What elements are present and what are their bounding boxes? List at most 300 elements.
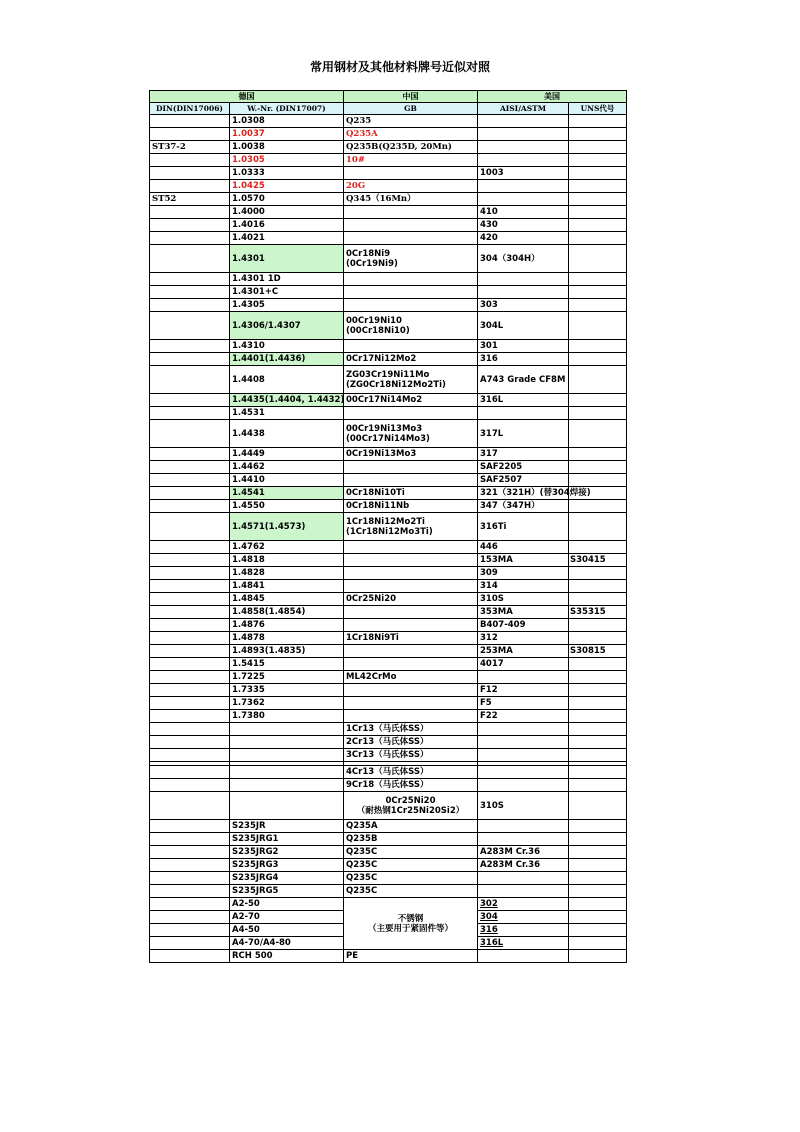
cell-gb: [344, 697, 478, 710]
cell-gb: Q235C: [344, 859, 478, 872]
cell-aisi: 316: [478, 924, 569, 937]
cell-uns: [569, 206, 627, 219]
cell-uns: [569, 779, 627, 792]
cell-din: [150, 580, 230, 593]
cell-wnr: 1.7225: [230, 671, 344, 684]
cell-aisi: [478, 407, 569, 420]
cell-gb: [344, 541, 478, 554]
cell-uns: [569, 632, 627, 645]
cell-din: [150, 593, 230, 606]
cell-gb: [344, 658, 478, 671]
cell-din: [150, 541, 230, 554]
cell-gb: 0Cr25Ni20 （耐热钢1Cr25Ni20Si2）: [344, 792, 478, 820]
cell-aisi: 4017: [478, 658, 569, 671]
table-row: [150, 885, 627, 898]
cell-uns: [569, 273, 627, 286]
cell-uns: [569, 766, 627, 779]
cell-aisi: 304L: [478, 312, 569, 340]
cell-uns: [569, 885, 627, 898]
cell-uns: [569, 407, 627, 420]
cell-uns: [569, 859, 627, 872]
cell-uns: [569, 232, 627, 245]
cell-din: [150, 167, 230, 180]
cell-aisi: 304: [478, 911, 569, 924]
cell-uns: [569, 749, 627, 762]
cell-aisi: [478, 154, 569, 167]
table-row: [150, 366, 627, 394]
table-row: [150, 394, 627, 407]
cell-gb: [344, 710, 478, 723]
cell-din: [150, 658, 230, 671]
cell-uns: [569, 872, 627, 885]
table-row: [150, 340, 627, 353]
cell-uns: [569, 180, 627, 193]
cell-wnr: 1.4828: [230, 567, 344, 580]
cell-wnr: 1.4301 1D: [230, 273, 344, 286]
cell-wnr: 1.4310: [230, 340, 344, 353]
cell-din: [150, 684, 230, 697]
cell-gb: 1Cr18Ni9Ti: [344, 632, 478, 645]
cell-din: [150, 723, 230, 736]
cell-wnr: 1.0038: [230, 141, 344, 154]
cell-gb: [344, 286, 478, 299]
cell-gb: 0Cr25Ni20: [344, 593, 478, 606]
cell-uns: [569, 461, 627, 474]
cell-wnr: 1.7380: [230, 710, 344, 723]
cell-aisi: 310S: [478, 792, 569, 820]
cell-din: ST52: [150, 193, 230, 206]
cell-uns: [569, 619, 627, 632]
table-row: [150, 115, 627, 128]
cell-uns: [569, 723, 627, 736]
cell-aisi: [478, 820, 569, 833]
cell-din: [150, 749, 230, 762]
table-row: [150, 779, 627, 792]
table-row: [150, 245, 627, 273]
cell-gb: [344, 619, 478, 632]
cell-uns: [569, 394, 627, 407]
cell-wnr: 1.4401(1.4436): [230, 353, 344, 366]
header-germany: 德国: [150, 91, 344, 103]
cell-aisi: B407-409: [478, 619, 569, 632]
cell-uns: [569, 340, 627, 353]
cell-gb: [344, 232, 478, 245]
cell-uns: [569, 898, 627, 911]
table-row: [150, 167, 627, 180]
table-row: [150, 407, 627, 420]
cell-aisi: 316L: [478, 394, 569, 407]
cell-uns: [569, 792, 627, 820]
cell-gb: Q235: [344, 115, 478, 128]
cell-wnr: 1.4408: [230, 366, 344, 394]
cell-aisi: 353MA: [478, 606, 569, 619]
table-row: [150, 593, 627, 606]
table-row: [150, 950, 627, 963]
cell-wnr: [230, 779, 344, 792]
cell-uns: [569, 846, 627, 859]
table-row: [150, 513, 627, 541]
cell-aisi: [478, 950, 569, 963]
table-row: [150, 684, 627, 697]
cell-din: [150, 820, 230, 833]
cell-din: [150, 474, 230, 487]
table-row: [150, 312, 627, 340]
cell-aisi: SAF2507: [478, 474, 569, 487]
cell-aisi: [478, 779, 569, 792]
cell-gb: 1Cr13（马氏体SS）: [344, 723, 478, 736]
cell-gb: 20G: [344, 180, 478, 193]
steel-grade-table: [149, 90, 627, 963]
cell-gb: [344, 645, 478, 658]
cell-din: [150, 619, 230, 632]
table-row: [150, 846, 627, 859]
cell-uns: [569, 128, 627, 141]
cell-gb: [344, 567, 478, 580]
cell-gb: Q235B(Q235D, 20Mn): [344, 141, 478, 154]
cell-wnr: 1.4762: [230, 541, 344, 554]
cell-gb: [344, 340, 478, 353]
cell-din: [150, 448, 230, 461]
cell-gb: [344, 273, 478, 286]
cell-wnr: 1.0037: [230, 128, 344, 141]
table-row: [150, 420, 627, 448]
cell-din: [150, 180, 230, 193]
cell-gb: 9Cr18（马氏体SS）: [344, 779, 478, 792]
table-row: [150, 833, 627, 846]
cell-uns: [569, 684, 627, 697]
cell-gb: [344, 606, 478, 619]
cell-din: [150, 872, 230, 885]
cell-aisi: 301: [478, 340, 569, 353]
table-row: [150, 736, 627, 749]
cell-aisi: 153MA: [478, 554, 569, 567]
table-row: [150, 461, 627, 474]
table-row: [150, 541, 627, 554]
cell-gb: 3Cr13（马氏体SS）: [344, 749, 478, 762]
cell-wnr: 1.4845: [230, 593, 344, 606]
cell-aisi: [478, 115, 569, 128]
cell-din: [150, 513, 230, 541]
cell-wnr: S235JR: [230, 820, 344, 833]
cell-gb: [344, 554, 478, 567]
cell-gb: ZG03Cr19Ni11Mo (ZG0Cr18Ni12Mo2Ti): [344, 366, 478, 394]
cell-gb: 0Cr18Ni11Nb: [344, 500, 478, 513]
table-row: [150, 299, 627, 312]
table-row: [150, 792, 627, 820]
cell-uns: [569, 193, 627, 206]
cell-gb: [344, 206, 478, 219]
cell-uns: [569, 474, 627, 487]
cell-wnr: 1.4878: [230, 632, 344, 645]
cell-wnr: S235JRG4: [230, 872, 344, 885]
cell-din: [150, 736, 230, 749]
cell-gb: 0Cr19Ni13Mo3: [344, 448, 478, 461]
table-row: [150, 487, 627, 500]
cell-aisi: [478, 736, 569, 749]
header-din: DIN(DIN17006): [150, 103, 230, 115]
table-row: [150, 554, 627, 567]
cell-gb: Q345（16Mn）: [344, 193, 478, 206]
table-row: [150, 859, 627, 872]
cell-gb: 0Cr18Ni10Ti: [344, 487, 478, 500]
cell-din: [150, 898, 230, 911]
cell-uns: [569, 567, 627, 580]
cell-wnr: 1.4301: [230, 245, 344, 273]
cell-din: [150, 206, 230, 219]
cell-aisi: 316: [478, 353, 569, 366]
cell-uns: [569, 697, 627, 710]
cell-uns: [569, 541, 627, 554]
cell-aisi: F12: [478, 684, 569, 697]
cell-wnr: 1.7362: [230, 697, 344, 710]
cell-uns: [569, 286, 627, 299]
cell-aisi: [478, 872, 569, 885]
cell-din: [150, 299, 230, 312]
cell-aisi: 302: [478, 898, 569, 911]
cell-gb: 0Cr17Ni12Mo2: [344, 353, 478, 366]
table-row: [150, 606, 627, 619]
cell-din: [150, 567, 230, 580]
standard-header-row: [150, 103, 627, 115]
cell-aisi: [478, 749, 569, 762]
cell-wnr: 1.4000: [230, 206, 344, 219]
cell-gb: [344, 299, 478, 312]
cell-aisi: A283M Cr.36: [478, 846, 569, 859]
cell-uns: [569, 245, 627, 273]
cell-aisi: [478, 671, 569, 684]
cell-din: [150, 128, 230, 141]
table-row: [150, 206, 627, 219]
cell-wnr: A4-50: [230, 924, 344, 937]
cell-aisi: 430: [478, 219, 569, 232]
cell-gb-stainless-note: 不锈钢 （主要用于紧固件等）: [344, 898, 478, 950]
cell-aisi: [478, 180, 569, 193]
cell-wnr: 1.4305: [230, 299, 344, 312]
cell-wnr: 1.7335: [230, 684, 344, 697]
table-row: [150, 232, 627, 245]
cell-din: [150, 420, 230, 448]
cell-gb: 00Cr19Ni10 (00Cr18Ni10): [344, 312, 478, 340]
cell-din: [150, 219, 230, 232]
cell-uns: [569, 950, 627, 963]
cell-aisi: F22: [478, 710, 569, 723]
cell-din: [150, 846, 230, 859]
cell-din: [150, 885, 230, 898]
cell-wnr: 1.4818: [230, 554, 344, 567]
cell-aisi: 314: [478, 580, 569, 593]
cell-gb: Q235C: [344, 872, 478, 885]
cell-wnr: 1.0570: [230, 193, 344, 206]
cell-uns: [569, 833, 627, 846]
cell-wnr: 1.4435(1.4404, 1.4432): [230, 394, 344, 407]
cell-uns: [569, 500, 627, 513]
table-row: [150, 658, 627, 671]
cell-gb: 0Cr18Ni9 (0Cr19Ni9): [344, 245, 478, 273]
table-row: [150, 580, 627, 593]
cell-uns: [569, 937, 627, 950]
cell-din: [150, 697, 230, 710]
cell-din: [150, 950, 230, 963]
cell-uns: [569, 911, 627, 924]
cell-aisi: 317: [478, 448, 569, 461]
table-row: [150, 723, 627, 736]
cell-gb: [344, 167, 478, 180]
cell-aisi: 347（347H）: [478, 500, 569, 513]
cell-wnr: 1.4410: [230, 474, 344, 487]
table-row: [150, 141, 627, 154]
cell-aisi: 304（304H）: [478, 245, 569, 273]
cell-gb: [344, 407, 478, 420]
cell-wnr: 1.4021: [230, 232, 344, 245]
cell-wnr: 1.4016: [230, 219, 344, 232]
cell-wnr: 1.4571(1.4573): [230, 513, 344, 541]
cell-wnr: S235JRG1: [230, 833, 344, 846]
cell-gb: 10#: [344, 154, 478, 167]
table-row: [150, 567, 627, 580]
cell-uns: [569, 924, 627, 937]
cell-aisi: 321（321H）(替304焊接): [478, 487, 569, 500]
cell-din: [150, 859, 230, 872]
cell-uns: [569, 820, 627, 833]
cell-din: [150, 645, 230, 658]
table-row: [150, 632, 627, 645]
cell-gb: [344, 219, 478, 232]
cell-din: ST37-2: [150, 141, 230, 154]
cell-wnr: 1.4893(1.4835): [230, 645, 344, 658]
table-row: [150, 353, 627, 366]
cell-uns: [569, 299, 627, 312]
table-row: [150, 500, 627, 513]
cell-uns: [569, 366, 627, 394]
cell-gb: 00Cr17Ni14Mo2: [344, 394, 478, 407]
cell-aisi: 410: [478, 206, 569, 219]
region-header-row: [150, 91, 627, 103]
cell-wnr: 1.4541: [230, 487, 344, 500]
table-row: [150, 645, 627, 658]
cell-uns: S35315: [569, 606, 627, 619]
cell-wnr: 1.4306/1.4307: [230, 312, 344, 340]
table-row: [150, 219, 627, 232]
table-row: [150, 474, 627, 487]
table-row: [150, 710, 627, 723]
cell-din: [150, 833, 230, 846]
cell-uns: [569, 593, 627, 606]
cell-uns: [569, 671, 627, 684]
cell-wnr: 1.0425: [230, 180, 344, 193]
cell-aisi: [478, 128, 569, 141]
cell-aisi: 316L: [478, 937, 569, 950]
table-row: [150, 193, 627, 206]
cell-gb: [344, 580, 478, 593]
cell-wnr: S235JRG5: [230, 885, 344, 898]
header-gb: GB: [344, 103, 478, 115]
table-row: [150, 872, 627, 885]
cell-wnr: S235JRG3: [230, 859, 344, 872]
cell-aisi: 312: [478, 632, 569, 645]
cell-aisi: F5: [478, 697, 569, 710]
cell-uns: [569, 580, 627, 593]
table-row: [150, 286, 627, 299]
cell-din: [150, 710, 230, 723]
cell-gb: 1Cr18Ni12Mo2Ti (1Cr18Ni12Mo3Ti): [344, 513, 478, 541]
table-row: [150, 180, 627, 193]
cell-wnr: 1.4462: [230, 461, 344, 474]
table-row: [150, 154, 627, 167]
cell-aisi: A743 Grade CF8M: [478, 366, 569, 394]
cell-din: [150, 911, 230, 924]
cell-gb: Q235C: [344, 846, 478, 859]
cell-uns: S30815: [569, 645, 627, 658]
cell-din: [150, 766, 230, 779]
cell-uns: [569, 115, 627, 128]
table-row: [150, 619, 627, 632]
cell-wnr: 1.0308: [230, 115, 344, 128]
cell-din: [150, 232, 230, 245]
cell-din: [150, 154, 230, 167]
cell-din: [150, 340, 230, 353]
cell-aisi: 253MA: [478, 645, 569, 658]
header-wnr: W.-Nr. (DIN17007): [230, 103, 344, 115]
table-row: [150, 671, 627, 684]
cell-aisi: 446: [478, 541, 569, 554]
cell-din: [150, 312, 230, 340]
table-row: [150, 749, 627, 762]
cell-uns: [569, 154, 627, 167]
cell-aisi: 1003: [478, 167, 569, 180]
cell-din: [150, 245, 230, 273]
cell-gb: [344, 684, 478, 697]
cell-din: [150, 554, 230, 567]
cell-din: [150, 286, 230, 299]
cell-aisi: 310S: [478, 593, 569, 606]
cell-wnr: 1.4531: [230, 407, 344, 420]
table-row: [150, 273, 627, 286]
cell-aisi: [478, 833, 569, 846]
cell-wnr: 1.4841: [230, 580, 344, 593]
cell-wnr: 1.5415: [230, 658, 344, 671]
cell-din: [150, 461, 230, 474]
cell-uns: [569, 312, 627, 340]
cell-gb: Q235C: [344, 885, 478, 898]
cell-wnr: RCH 500: [230, 950, 344, 963]
cell-din: [150, 366, 230, 394]
cell-din: [150, 500, 230, 513]
header-aisi: AISI/ASTM: [478, 103, 569, 115]
cell-gb: Q235A: [344, 820, 478, 833]
cell-wnr: 1.0305: [230, 154, 344, 167]
header-china: 中国: [344, 91, 478, 103]
cell-wnr: [230, 736, 344, 749]
cell-gb: 2Cr13（马氏体SS）: [344, 736, 478, 749]
cell-uns: [569, 167, 627, 180]
cell-gb: Q235A: [344, 128, 478, 141]
cell-din: [150, 273, 230, 286]
cell-aisi: SAF2205: [478, 461, 569, 474]
cell-aisi: 316Ti: [478, 513, 569, 541]
table-row: [150, 820, 627, 833]
cell-din: [150, 606, 230, 619]
cell-wnr: A4-70/A4-80: [230, 937, 344, 950]
cell-wnr: 1.4301+C: [230, 286, 344, 299]
cell-aisi: [478, 723, 569, 736]
cell-uns: [569, 513, 627, 541]
cell-uns: [569, 219, 627, 232]
cell-din: [150, 937, 230, 950]
cell-din: [150, 394, 230, 407]
cell-gb: Q235B: [344, 833, 478, 846]
table-row: [150, 766, 627, 779]
cell-aisi: [478, 193, 569, 206]
